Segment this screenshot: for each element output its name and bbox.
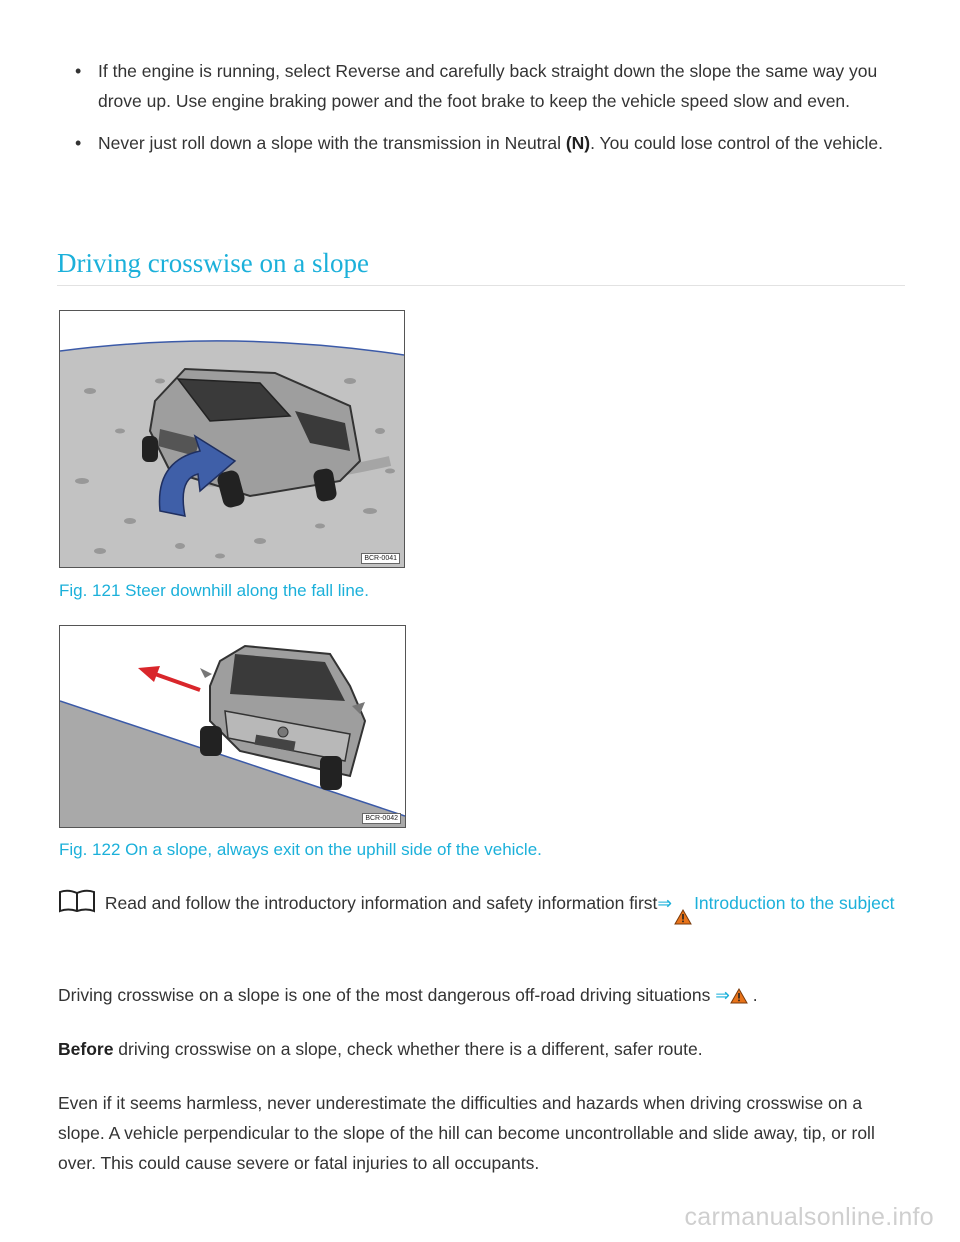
figure-code: BCR-0041 bbox=[361, 553, 400, 564]
warning-icon bbox=[674, 909, 692, 925]
intro-arrow[interactable]: ⇒ bbox=[657, 893, 673, 913]
figure-code: BCR-0042 bbox=[362, 813, 401, 824]
section-title: Driving crosswise on a slope bbox=[57, 248, 905, 286]
bullet-item: • If the engine is running, select Reverse and carefully back straight down the slope the same way you drove up. Use engine braking power and the foot brake to keep the vehicle speed slow and even. bbox=[75, 56, 915, 116]
warning-icon[interactable] bbox=[730, 988, 748, 1004]
book-icon bbox=[58, 889, 96, 913]
figure-122-caption: Fig. 122 On a slope, always exit on the uphill side of the vehicle. bbox=[59, 840, 542, 859]
paragraph-3: Even if it seems harmless, never underestimate the difficulties and hazards when driving crosswise on a slope. A vehicle perpendicular to the slope of the hill can become uncontrollable and slide away, tip, or roll over. This could cause severe or fatal injuries to all occupants. bbox=[58, 1093, 875, 1173]
bullet-item: • Never just roll down a slope with the transmission in Neutral (N). You could lose control of the vehicle. bbox=[75, 128, 915, 158]
car-crosswise-slope-illustration bbox=[60, 626, 405, 827]
figure-121-illustration bbox=[59, 310, 405, 568]
figure-121-caption: Fig. 121 Steer downhill along the fall line. bbox=[59, 581, 369, 600]
figure-122-illustration bbox=[59, 625, 406, 828]
bullet-list bbox=[75, 56, 915, 170]
intro-link[interactable]: Introduction to the subject bbox=[694, 893, 895, 913]
car-on-slope-illustration bbox=[60, 311, 404, 567]
intro-note: Read and follow the introductory information and safety information first⇒ Introduction to the subject bbox=[58, 888, 908, 925]
watermark: carmanualsonline.info bbox=[684, 1203, 934, 1231]
paragraph-1: Driving crosswise on a slope is one of the most dangerous off-road driving situations ⇒ . bbox=[58, 985, 758, 1005]
warning-arrow-link[interactable]: ⇒ bbox=[715, 985, 730, 1005]
paragraph-2: Before driving crosswise on a slope, check whether there is a different, safer route. bbox=[58, 1039, 703, 1059]
